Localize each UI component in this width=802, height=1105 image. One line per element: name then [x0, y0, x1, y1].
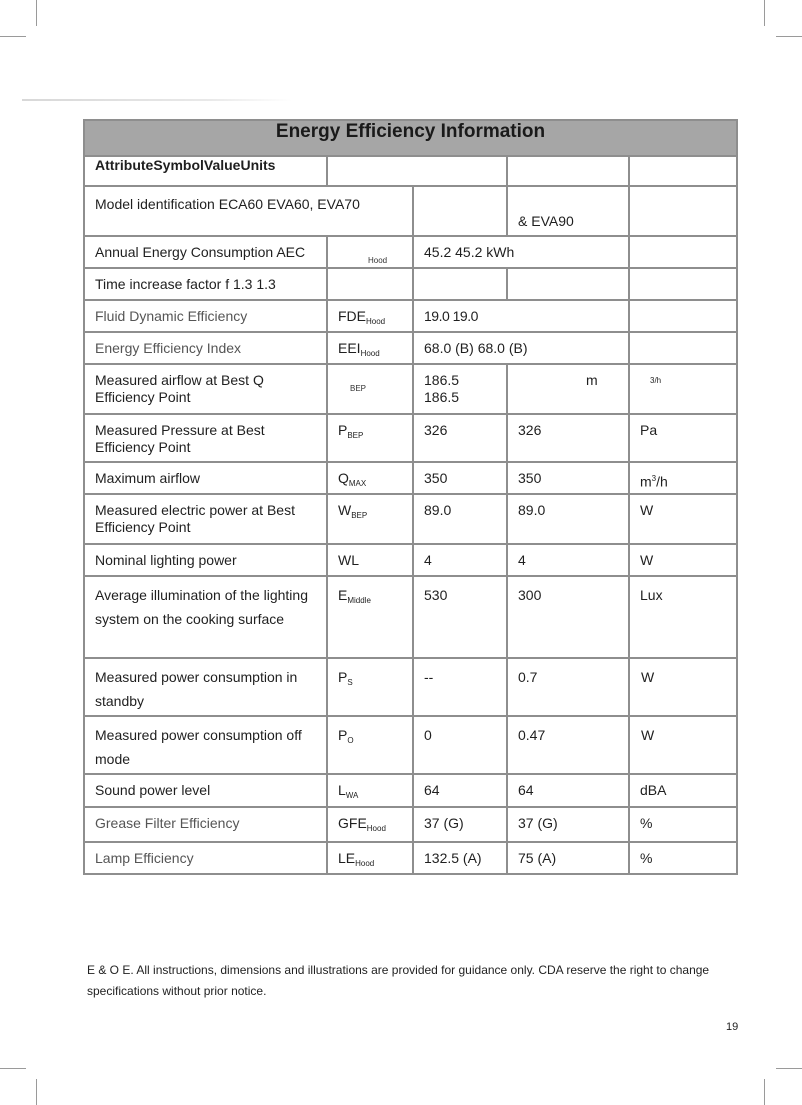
- row-value: 64: [424, 782, 440, 798]
- row-symbol: EEI: [338, 340, 361, 356]
- page-number: 19: [726, 1021, 739, 1033]
- row-value-2: 64: [518, 782, 534, 798]
- row-value-2: m: [586, 372, 598, 388]
- row-attribute: Measured power consumption in standby: [95, 669, 298, 709]
- row-unit: W: [640, 552, 654, 568]
- row-value: 0: [424, 727, 432, 743]
- row-symbol-sub: Hood: [366, 317, 386, 326]
- row-symbol: W: [338, 502, 352, 518]
- table-row: [84, 807, 737, 842]
- row-value: 350: [424, 470, 448, 486]
- row-attribute: Measured airflow at Best Q Efficiency Point: [95, 372, 264, 405]
- table-row: [84, 364, 737, 414]
- row-unit-sup: 3/h: [650, 376, 662, 385]
- row-symbol-sub: Middle: [347, 596, 371, 605]
- disclaimer-text: E & O E. All instructions, dimensions and illustrations are provided for guidance only. CDA reserve the right to change specifications without prior notice.: [87, 963, 710, 998]
- row-attribute: Measured electric power at Best Efficiency Point: [95, 502, 295, 535]
- header-rule: [22, 99, 292, 101]
- row-value-2: 89.0: [518, 502, 546, 518]
- row-unit: m: [640, 473, 652, 490]
- row-attribute: Nominal lighting power: [95, 552, 237, 568]
- table-title: Energy Efficiency Information: [84, 120, 737, 156]
- row-attribute: Sound power level: [95, 782, 211, 798]
- row-symbol: L: [338, 782, 346, 798]
- table-row: [84, 332, 737, 364]
- row-symbol-sub: S: [347, 678, 353, 687]
- row-value-2: & EVA90: [518, 213, 574, 229]
- row-attribute: Grease Filter Efficiency: [95, 815, 240, 831]
- table-row: [84, 414, 737, 462]
- row-attribute: Time increase factor f 1.3 1.3: [95, 276, 276, 292]
- row-symbol-sub: MAX: [348, 479, 367, 488]
- row-value-2: 75 (A): [518, 850, 557, 866]
- row-symbol: GFE: [338, 815, 367, 831]
- row-symbol: P: [338, 669, 348, 685]
- row-unit: Lux: [640, 587, 663, 603]
- table-row: [84, 186, 737, 236]
- row-symbol-sub: BEP: [350, 384, 367, 393]
- row-value-2: 0.47: [518, 727, 546, 743]
- row-value: 89.0: [424, 502, 452, 518]
- row-value-2: 300: [518, 587, 542, 603]
- row-symbol-sub: WA: [345, 791, 359, 800]
- row-symbol-sub: BEP: [351, 511, 368, 520]
- row-unit: dBA: [640, 782, 667, 798]
- row-value-2: 4: [518, 552, 526, 568]
- row-value-2: 0.7: [518, 669, 538, 685]
- row-value: 326: [424, 422, 448, 438]
- row-value-2: 350: [518, 470, 542, 486]
- row-symbol-sub: Hood: [355, 859, 375, 868]
- crop-mark: [36, 0, 37, 26]
- table-row: [84, 268, 737, 300]
- table-row: [84, 494, 737, 544]
- row-symbol-sub: Hood: [366, 824, 386, 833]
- row-symbol-sub: BEP: [347, 431, 364, 440]
- row-unit: W: [640, 502, 654, 518]
- table-row: [84, 716, 737, 774]
- row-value: 530: [424, 587, 448, 603]
- row-unit-tail: /h: [656, 473, 668, 490]
- row-value: 132.5 (A): [424, 850, 482, 866]
- row-unit: Pa: [640, 422, 658, 438]
- row-unit: %: [640, 850, 653, 866]
- row-value: 45.2 45.2 kWh: [424, 244, 515, 260]
- crop-mark: [776, 36, 802, 37]
- table-row: [84, 300, 737, 332]
- row-attribute: Annual Energy Consumption AEC: [95, 244, 306, 260]
- table-row: [84, 236, 737, 268]
- row-symbol: P: [338, 422, 348, 438]
- row-value: 37 (G): [424, 815, 464, 831]
- energy-efficiency-table: [83, 119, 738, 875]
- row-symbol-sub: Hood: [368, 256, 388, 265]
- row-value: 68.0 (B) 68.0 (B): [424, 340, 528, 356]
- crop-mark: [764, 1079, 765, 1105]
- row-unit-sup: 3: [651, 474, 657, 483]
- row-symbol: FDE: [338, 308, 366, 324]
- row-symbol: LE: [338, 850, 356, 866]
- table-row: [84, 658, 737, 716]
- crop-mark: [0, 1068, 26, 1069]
- table-row: [84, 544, 737, 576]
- row-value-2: 37 (G): [518, 815, 558, 831]
- crop-mark: [36, 1079, 37, 1105]
- row-symbol: P: [338, 727, 348, 743]
- row-unit: W: [641, 727, 655, 743]
- row-value: 186.5 186.5: [424, 372, 460, 405]
- row-value-2: 326: [518, 422, 542, 438]
- row-value: --: [424, 669, 434, 685]
- table-header: AttributeSymbolValueUnits: [84, 156, 327, 186]
- table-row: [84, 462, 737, 494]
- table-row: [84, 576, 737, 658]
- row-attribute: Measured power consumption off mode: [95, 727, 302, 767]
- row-attribute: Average illumination of the lighting system on the cooking surface: [95, 587, 308, 627]
- row-symbol: E: [338, 587, 348, 603]
- row-attribute: Fluid Dynamic Efficiency: [95, 308, 248, 324]
- row-symbol-sub: Hood: [360, 349, 380, 358]
- row-unit: W: [641, 669, 655, 685]
- row-unit: %: [640, 815, 653, 831]
- table-row: [84, 774, 737, 807]
- row-attribute: Model identification ECA60 EVA60, EVA70: [95, 196, 360, 212]
- row-value: 19.0 19.0: [424, 308, 478, 324]
- row-attribute: Energy Efficiency Index: [95, 340, 242, 356]
- crop-mark: [764, 0, 765, 26]
- row-attribute: Maximum airflow: [95, 470, 201, 486]
- row-attribute: Measured Pressure at Best Efficiency Point: [95, 422, 265, 455]
- row-value: 4: [424, 552, 432, 568]
- crop-mark: [776, 1068, 802, 1069]
- crop-mark: [0, 36, 26, 37]
- row-symbol-sub: O: [347, 736, 354, 745]
- row-symbol: Q: [338, 470, 349, 486]
- row-symbol: WL: [338, 552, 359, 568]
- row-attribute: Lamp Efficiency: [95, 850, 194, 866]
- table-row: [84, 842, 737, 874]
